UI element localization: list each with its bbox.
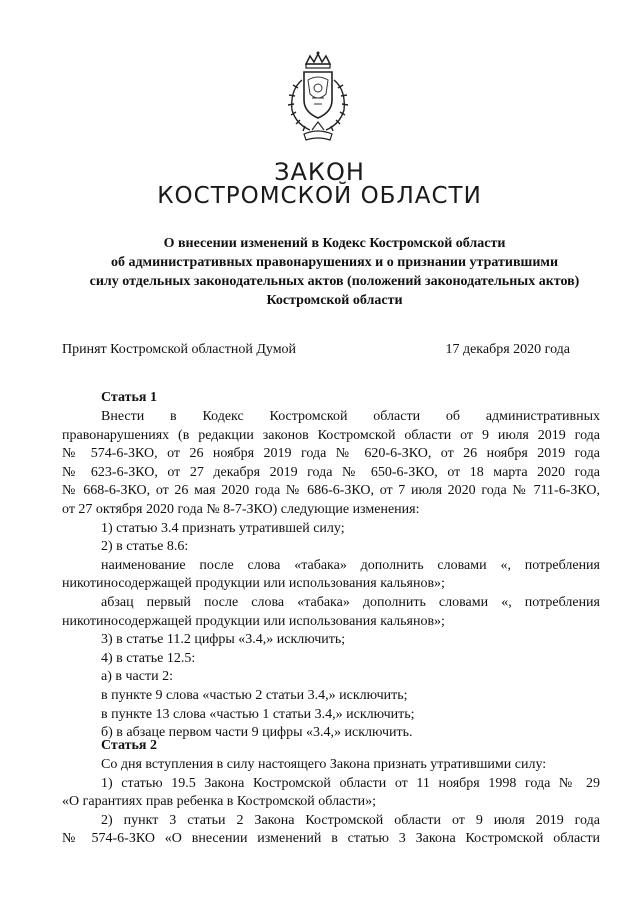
adopted-by: Принят Костромской областной Думой (62, 342, 297, 357)
body-line: № 623-6-ЗКО, от 27 декабря 2019 года № 650-6-ЗКО, от 18 марта 2020 года (62, 464, 600, 480)
article-1-body (62, 408, 600, 743)
body-line: Со дня вступления в силу настоящего Закона признать утратившими силу: (101, 757, 547, 772)
body-line: наименование после слова «табака» дополнить словами «, потребления (101, 557, 600, 573)
body-line: 1) статью 3.4 признать утратившей силу; (101, 520, 345, 536)
body-line: «О гарантиях прав ребенка в Костромской области»; (62, 794, 376, 810)
title-line: О внесении изменений в Кодекс Костромской области (163, 236, 506, 251)
body-line: № 574-6-ЗКО, от 26 ноября 2019 года № 620-6-ЗКО, от 26 ноября 2019 года (62, 446, 600, 462)
title-line: силу отдельных законодательных актов (положений законодательных актов) (89, 274, 580, 289)
body-line: от 27 октября 2020 года № 8-7-ЗКО) следующие изменения: (62, 501, 420, 517)
body-line: в пункте 9 слова «частью 2 статьи 3.4,» исключить; (101, 687, 408, 703)
body-line: абзац первый после слова «табака» дополнить словами «, потребления (101, 594, 600, 610)
document-title (62, 234, 607, 310)
body-line: 2) пункт 3 статьи 2 Закона Костромской области от 9 июля 2019 года (101, 812, 600, 828)
article-2-heading: Статья 2 (101, 738, 157, 753)
adoption-date: 17 декабря 2020 года (445, 342, 570, 357)
law-heading: ЗАКОН (274, 158, 365, 186)
coat-of-arms-icon (268, 50, 368, 150)
body-line: правонарушениях (в редакции законов Костромской области от 9 июля 2019 года (62, 427, 600, 443)
body-line: 1) статью 19.5 Закона Костромской области от 11 ноября 1998 года № 29 (101, 775, 600, 791)
body-line: б) в абзаце первом части 9 цифры «3.4,» исключить. (101, 725, 413, 741)
body-line: № 668-6-ЗКО, от 26 мая 2020 года № 686-6-ЗКО, от 7 июля 2020 года № 711-6-ЗКО, (62, 483, 600, 499)
article-1-heading: Статья 1 (101, 390, 157, 405)
body-line: № 574-6-ЗКО «О внесении изменений в статью 3 Закона Костромской области (62, 831, 600, 847)
body-line: никотиносодержащей продукции или использования кальянов»; (62, 613, 445, 629)
article-2-body (62, 756, 600, 849)
title-line: Костромской области (266, 293, 403, 308)
region-heading: КОСТРОМСКОЙ ОБЛАСТИ (157, 183, 482, 209)
body-line: в пункте 13 слова «частью 1 статьи 3.4,» исключить; (101, 706, 415, 722)
body-line: Внести в Кодекс Костромской области об административных (101, 409, 600, 424)
body-line: а) в части 2: (101, 669, 173, 685)
body-line: 3) в статье 11.2 цифры «3.4,» исключить; (101, 632, 346, 648)
body-line: никотиносодержащей продукции или использования кальянов»; (62, 576, 445, 592)
body-line: 2) в статье 8.6: (101, 539, 189, 555)
title-line: об административных правонарушениях и о признании утратившими (110, 255, 559, 270)
body-line: 4) в статье 12.5: (101, 650, 196, 666)
